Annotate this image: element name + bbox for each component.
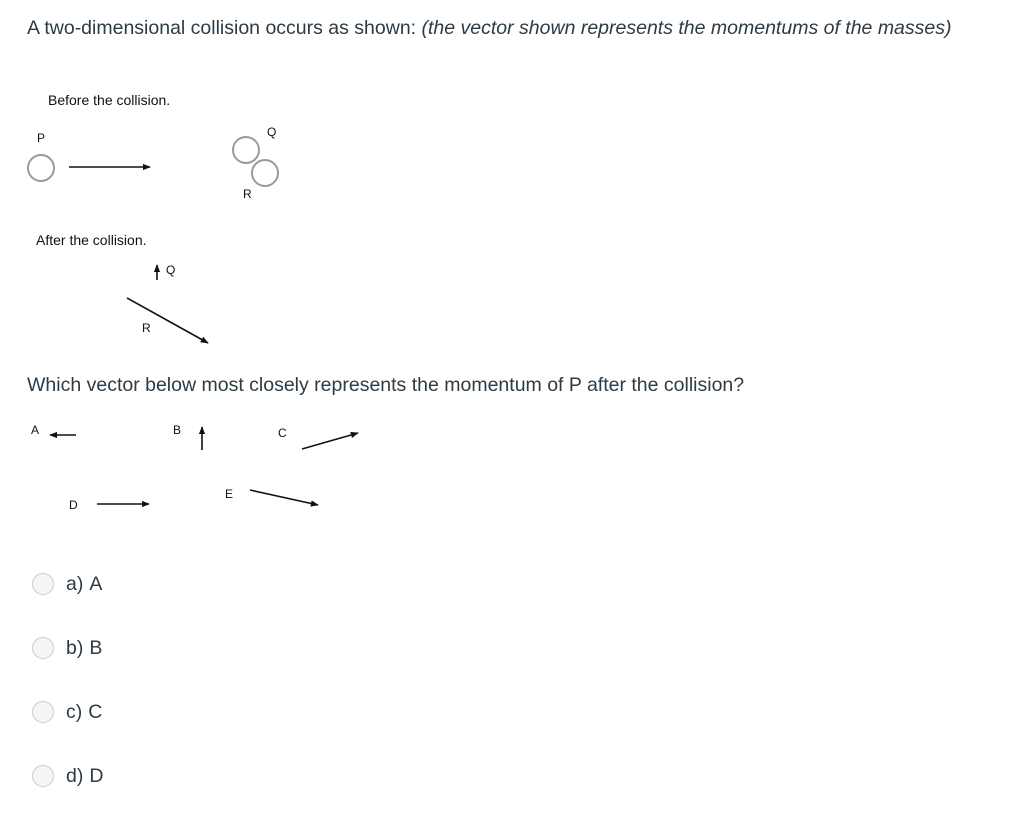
vector-c-label: C: [278, 426, 287, 440]
answer-option-b[interactable]: [32, 634, 103, 698]
radio-button-b[interactable]: [32, 637, 54, 659]
vector-a-label: A: [31, 423, 40, 437]
mass-r-label: R: [243, 187, 252, 201]
after-r-momentum-arrow: [127, 298, 208, 343]
answer-option-d[interactable]: [32, 762, 103, 826]
vector-b-label: B: [173, 423, 182, 437]
answer-letter-a: a): [66, 573, 84, 595]
answer-text-a: A: [89, 573, 103, 595]
answer-label-a[interactable]: [66, 570, 102, 598]
radio-button-d[interactable]: [32, 765, 54, 787]
mass-q-circle: [233, 137, 259, 163]
mass-p-circle: [28, 155, 54, 181]
answer-letter-d: d): [66, 765, 84, 787]
after-collision-label: After the collision.: [36, 232, 147, 248]
radio-button-a[interactable]: [32, 573, 54, 595]
mass-q-label: Q: [267, 125, 277, 139]
before-collision-label: Before the collision.: [48, 92, 171, 108]
answer-option-a[interactable]: [32, 570, 103, 634]
answer-text-b: B: [89, 637, 103, 659]
answer-label-b[interactable]: [66, 634, 102, 662]
question-prompt: Which vector below most closely represents the momentum of P after the collision?: [27, 374, 745, 396]
question-intro: A two-dimensional collision occurs as shown:: [27, 17, 422, 39]
radio-button-c[interactable]: [32, 701, 54, 723]
mass-p-label: P: [37, 131, 46, 145]
answer-text-d: D: [89, 765, 104, 787]
vector-e-label: E: [225, 487, 234, 501]
vector-e-arrow: [250, 490, 318, 505]
answer-list: [32, 570, 103, 826]
answer-label-c[interactable]: [66, 698, 102, 726]
vector-d-label: D: [69, 498, 78, 512]
after-r-label: R: [142, 321, 151, 335]
after-q-label: Q: [166, 263, 176, 277]
vector-c-arrow: [302, 433, 358, 449]
answer-text-c: C: [88, 701, 103, 723]
answer-option-c[interactable]: [32, 698, 103, 762]
mass-r-circle: [252, 160, 278, 186]
question-intro-italic: (the vector shown represents the momentums of the masses): [421, 17, 952, 39]
answer-label-d[interactable]: [66, 762, 103, 790]
answer-letter-b: b): [66, 637, 84, 659]
answer-letter-c: c): [66, 701, 83, 723]
